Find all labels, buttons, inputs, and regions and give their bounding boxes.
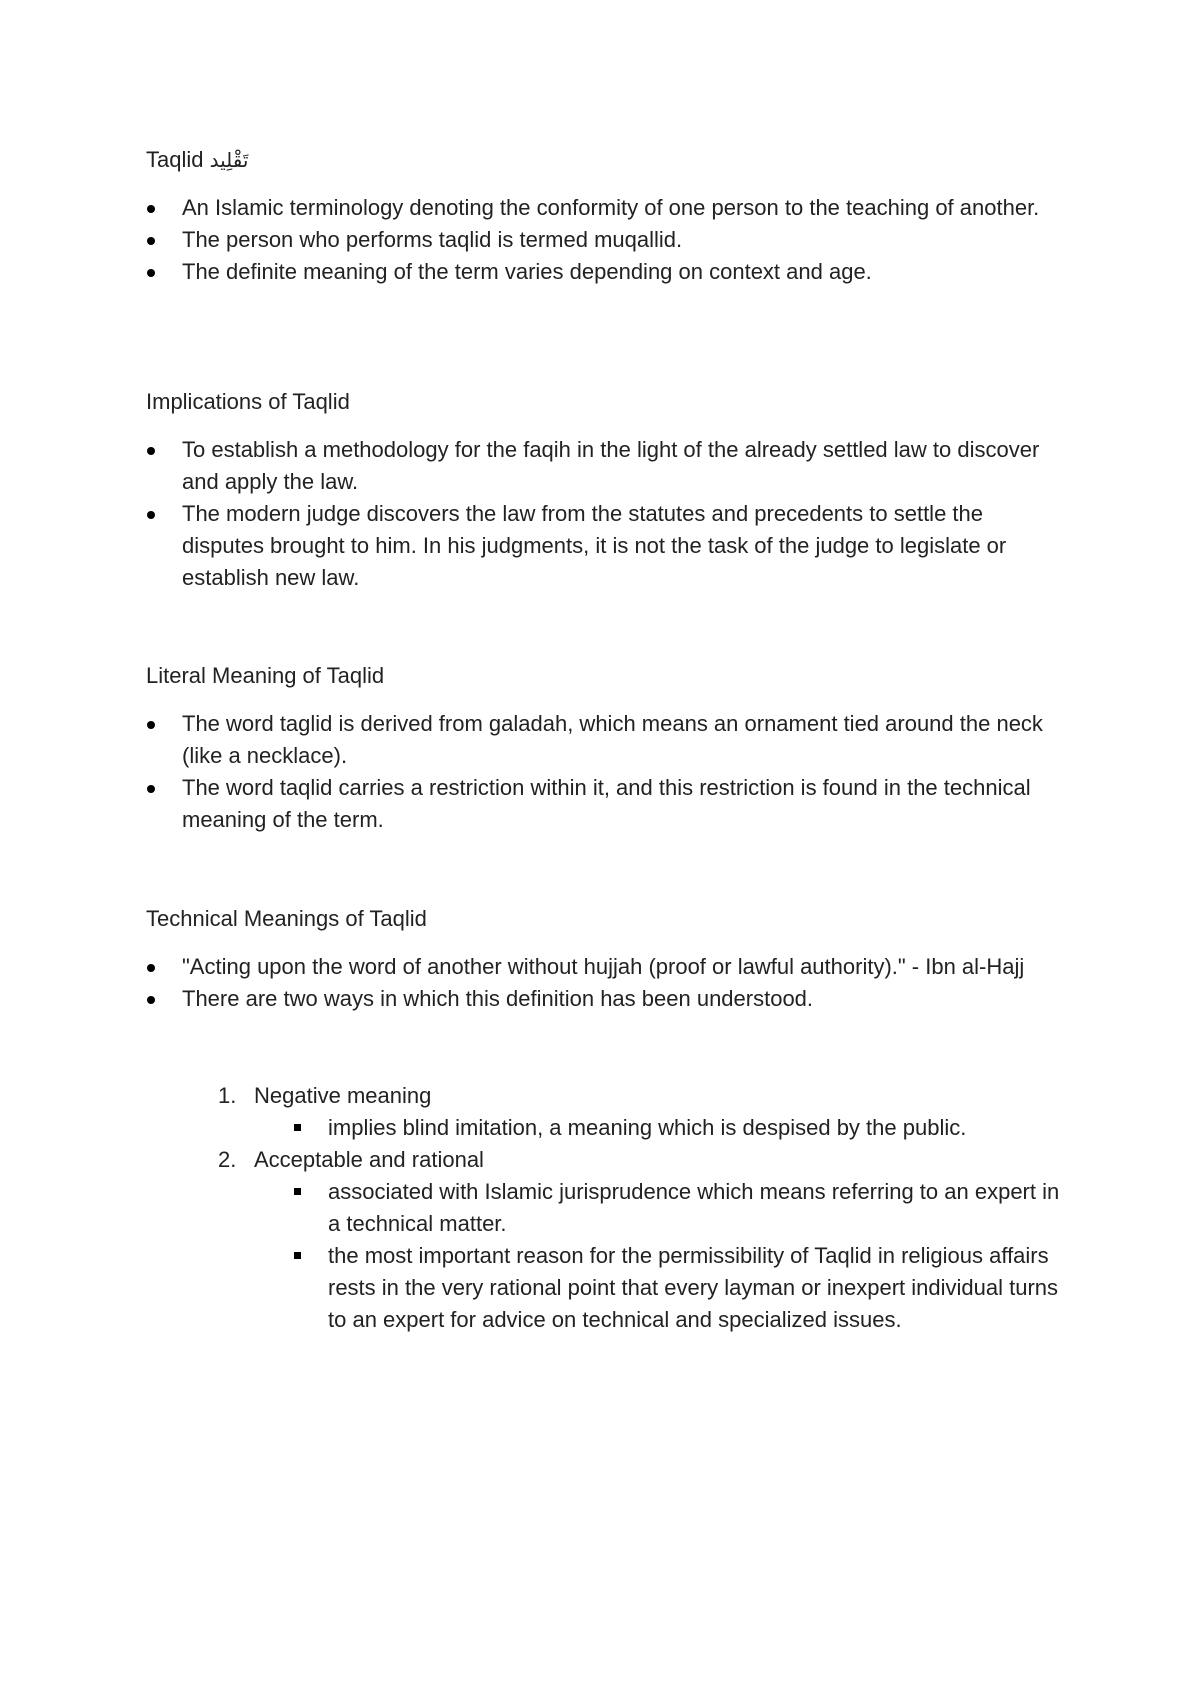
- square-bullet-icon: [294, 1252, 301, 1259]
- item-label: Negative meaning: [254, 1083, 432, 1108]
- list-item: [146, 434, 1066, 498]
- sub-list-item: [254, 1176, 1068, 1240]
- numbered-item-negative: [218, 1080, 1068, 1144]
- list-item-text: The word taqlid carries a restriction within it, and this restriction is found in the technical meaning of the term.: [182, 775, 1031, 832]
- section-heading-taqlid: [146, 144, 248, 176]
- sub-list-item: [254, 1112, 1068, 1144]
- section-heading-technical-meanings: [146, 903, 427, 935]
- list-item-text: "Acting upon the word of another without hujjah (proof or lawful authority)." - Ibn al-Hajj: [182, 954, 1025, 979]
- list-item: [146, 256, 1066, 288]
- list-item: [146, 983, 1066, 1015]
- list-item: [146, 498, 1066, 594]
- section-heading-literal-meaning: [146, 660, 384, 692]
- list-item: [146, 951, 1066, 983]
- sub-list-item-text: implies blind imitation, a meaning which is despised by the public.: [328, 1115, 967, 1140]
- list-item: [146, 772, 1066, 836]
- bullet-list-taqlid: [146, 192, 1066, 288]
- bullet-icon: [147, 205, 155, 213]
- sub-list-item: [254, 1240, 1068, 1336]
- list-item-text: There are two ways in which this definition has been understood.: [182, 986, 814, 1011]
- list-item-text: The person who performs taqlid is termed muqallid.: [182, 227, 683, 252]
- square-bullet-icon: [294, 1188, 301, 1195]
- list-item: [146, 224, 1066, 256]
- square-bullet-icon: [294, 1124, 301, 1131]
- bullet-icon: [147, 237, 155, 245]
- item-label: Acceptable and rational: [254, 1147, 484, 1172]
- list-item-text: To establish a methodology for the faqih in the light of the already settled law to discover and apply the law.: [182, 437, 1040, 494]
- list-item-text: The word taglid is derived from galadah, which means an ornament tied around the neck (like a necklace).: [182, 711, 1043, 768]
- item-number: 2.: [218, 1147, 237, 1172]
- bullet-icon: [147, 511, 155, 519]
- bullet-list-technical-meanings: [146, 951, 1066, 1015]
- bullet-list-literal-meaning: [146, 708, 1066, 836]
- heading-text: Technical Meanings of Taqlid: [146, 906, 427, 931]
- heading-text: Implications of Taqlid: [146, 389, 350, 414]
- section-heading-implications: [146, 386, 350, 418]
- bullet-icon: [147, 785, 155, 793]
- list-item: [146, 708, 1066, 772]
- list-item: [146, 192, 1066, 224]
- bullet-icon: [147, 269, 155, 277]
- list-item-text: An Islamic terminology denoting the conformity of one person to the teaching of another.: [182, 195, 1040, 220]
- sub-list-negative: [254, 1112, 1068, 1144]
- list-item-text: The modern judge discovers the law from the statutes and precedents to settle the disputes brought to him. In his judgments, it is not the task of the judge to legislate or establish new law.: [182, 501, 1007, 590]
- heading-arabic-text: تَقْلِيد: [209, 148, 249, 172]
- list-item-text: The definite meaning of the term varies depending on context and age.: [182, 259, 872, 284]
- item-number: 1.: [218, 1083, 237, 1108]
- bullet-icon: [147, 996, 155, 1004]
- sub-list-item-text: associated with Islamic jurisprudence which means referring to an expert in a technical matter.: [328, 1179, 1060, 1236]
- bullet-icon: [147, 964, 155, 972]
- sub-list-item-text: the most important reason for the permissibility of Taqlid in religious affairs rests in the very rational point that every layman or inexpert individual turns to an expert for advice on technical and specialized issues.: [328, 1243, 1059, 1332]
- sub-list-acceptable: [254, 1176, 1068, 1336]
- bullet-list-implications: [146, 434, 1066, 594]
- heading-text: Literal Meaning of Taqlid: [146, 663, 385, 688]
- bullet-icon: [147, 721, 155, 729]
- numbered-list-definitions: [218, 1080, 1068, 1336]
- bullet-icon: [147, 447, 155, 455]
- numbered-item-acceptable: [218, 1144, 1068, 1336]
- heading-text: Taqlid: [146, 147, 204, 172]
